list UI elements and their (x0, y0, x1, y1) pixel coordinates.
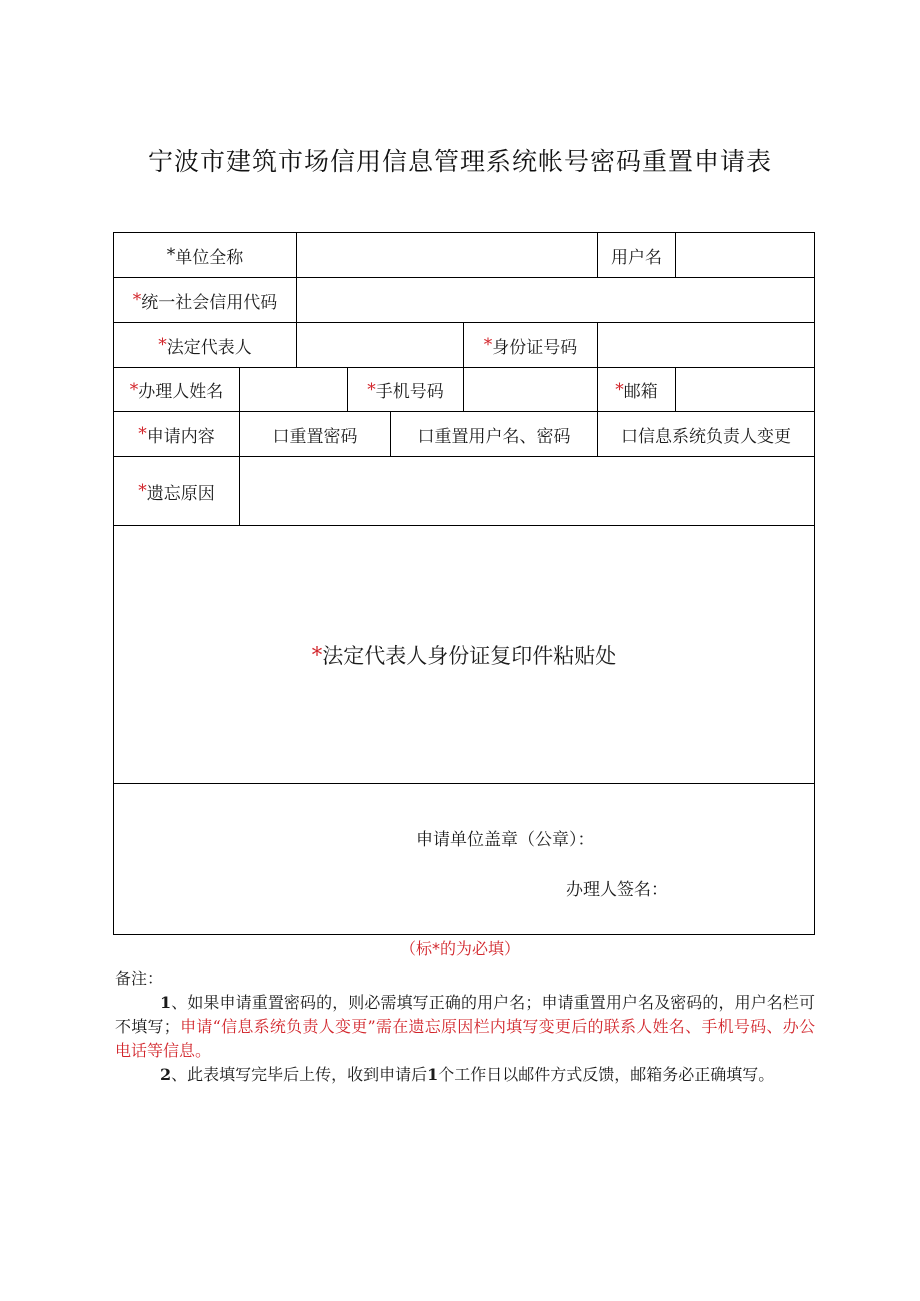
note-number: 2 (160, 1065, 172, 1084)
forget-reason-input[interactable] (240, 457, 814, 525)
label-text: 单位全称 (175, 247, 244, 268)
option-label: 重置用户名、密码 (434, 426, 571, 447)
option-reset-password[interactable] (240, 412, 390, 456)
id-copy-paste-area (114, 526, 814, 783)
note-item-1 (115, 991, 815, 1063)
forget-reason-label (114, 457, 239, 525)
required-star: * (367, 379, 376, 400)
label-text: 申请内容 (146, 426, 215, 447)
id-number-input[interactable] (598, 323, 814, 367)
label-text: 统一社会信用代码 (141, 292, 278, 313)
id-number-label (464, 323, 597, 367)
application-form (113, 232, 815, 935)
required-star: * (311, 642, 323, 667)
username-input[interactable] (676, 233, 814, 277)
note-text-highlight: 申请“信息系统负责人变更”需在遗忘原因栏内填写变更后的联系人姓名、手机号码、办公电话等信息。 (115, 1017, 815, 1060)
form-title: 宁波市建筑市场信用信息管理系统帐号密码重置申请表 (147, 147, 772, 176)
signature-label: 办理人签名： (566, 880, 668, 900)
legal-rep-input[interactable] (297, 323, 463, 367)
required-note: （标*的为必填） (399, 939, 520, 958)
notes-section (115, 967, 815, 1087)
required-star: * (483, 335, 493, 355)
stamp-label: 申请单位盖章（公章）： (416, 830, 595, 850)
credit-code-label (114, 278, 296, 322)
label-text: 手机号码 (375, 382, 444, 402)
email-input[interactable] (676, 368, 814, 411)
required-star: * (132, 290, 142, 310)
note-text: 、此表填写完毕后上传，收到申请后 (171, 1065, 428, 1084)
note-text: 、如果申请重置密码的，则必需填写正确的用户名；申请重置用户名及密码的，用户名栏可不填写； (115, 993, 815, 1036)
label-text: 身份证号码 (492, 337, 578, 358)
label-text: 邮箱 (623, 382, 658, 402)
handler-name-label (114, 368, 239, 411)
note-text: 个工作日以邮件方式反馈，邮箱务必正确填写。 (438, 1065, 775, 1084)
checkbox-icon[interactable]: 口 (417, 426, 435, 447)
notes-heading: 备注： (115, 969, 164, 988)
handler-name-input[interactable] (240, 368, 347, 411)
content-label (114, 412, 239, 456)
required-star: * (138, 481, 147, 501)
label-text: 遗忘原因 (146, 483, 215, 504)
row-divider (114, 783, 814, 784)
username-label: 用户名 (611, 247, 662, 268)
option-label: 信息系统负责人变更 (638, 426, 791, 447)
mobile-label (348, 368, 463, 411)
option-reset-username-password[interactable] (391, 412, 597, 456)
mobile-input[interactable] (464, 368, 597, 411)
option-change-system-owner[interactable] (598, 412, 814, 456)
required-star: * (166, 245, 176, 265)
checkbox-icon[interactable]: 口 (272, 426, 290, 447)
checkbox-icon[interactable]: 口 (621, 426, 638, 447)
label-text: 办理人姓名 (138, 382, 224, 402)
credit-code-input[interactable] (297, 278, 814, 322)
unit-name-label (114, 233, 296, 277)
unit-name-input[interactable] (297, 233, 597, 277)
note-number: 1 (160, 993, 172, 1012)
required-star: * (615, 379, 624, 400)
email-label (598, 368, 675, 411)
option-label: 重置密码 (289, 426, 358, 447)
required-star: * (129, 379, 139, 400)
label-text: 法定代表人 (166, 337, 252, 358)
legal-rep-label (114, 323, 296, 367)
required-star: * (138, 424, 147, 444)
required-star: * (158, 335, 167, 355)
note-number: 1 (427, 1065, 439, 1084)
note-item-2 (115, 1063, 815, 1087)
id-copy-label: 法定代表人身份证复印件粘贴处 (322, 643, 617, 668)
